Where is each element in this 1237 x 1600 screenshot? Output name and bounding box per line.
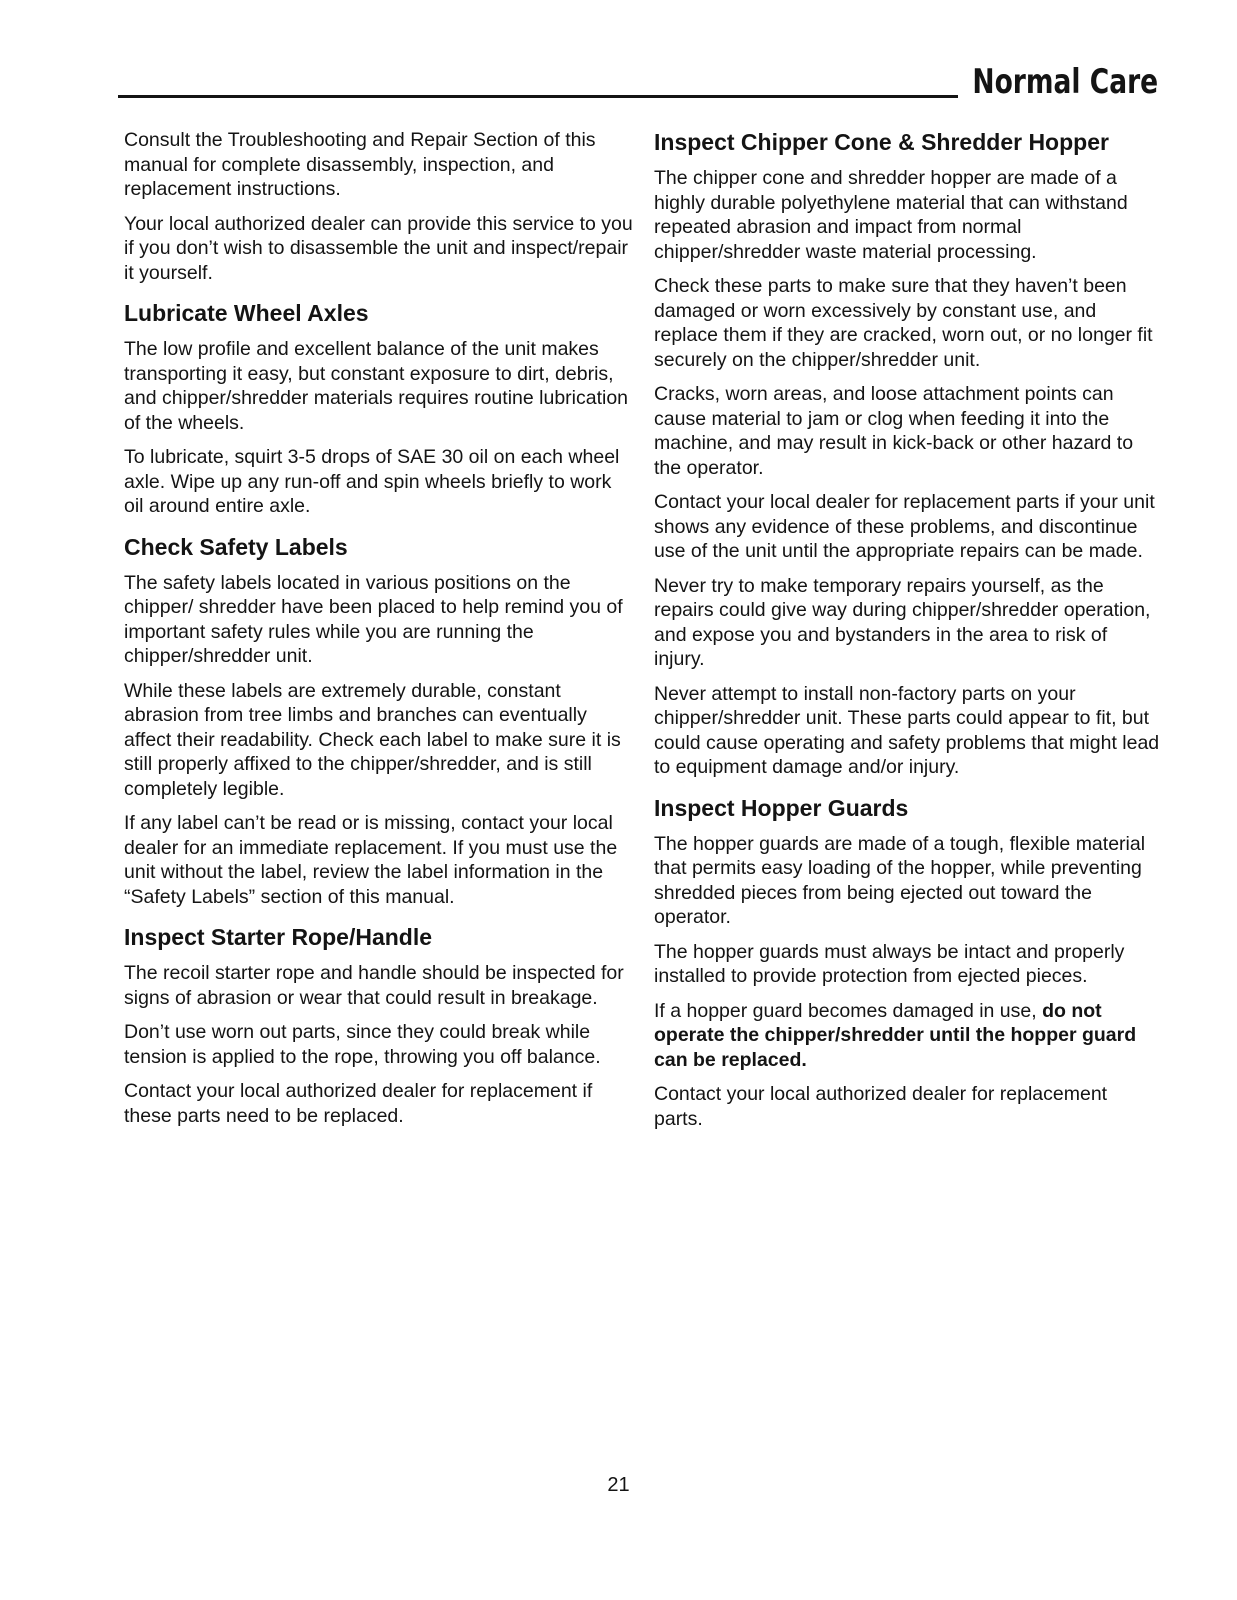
body-paragraph: While these labels are extremely durable, constant abrasion from tree limbs and branches can eventually affect their readability. Check each label to make sure it is still properly affixed to the chipper/shredder, and is still completely legible. bbox=[124, 679, 621, 800]
header-rule bbox=[118, 95, 958, 98]
body-paragraph: Don’t use worn out parts, since they could break while tension is applied to the rope, throwing you off balance. bbox=[124, 1021, 601, 1068]
intro-paragraph: Consult the Troubleshooting and Repair Section of this manual for complete disassembly, inspection, and replacement instructions. bbox=[124, 129, 596, 200]
warning-lead: If a hopper guard becomes damaged in use, bbox=[654, 999, 1043, 1022]
warning-bold: do not operate the chipper/shredder until the hopper guard can be replaced. bbox=[654, 999, 1137, 1071]
page-header bbox=[118, 62, 1158, 102]
body-paragraph: The chipper cone and shredder hopper are made of a highly durable polyethylene material that can withstand repeated abrasion and impact from normal chipper/shredder waste material processing. bbox=[654, 167, 1128, 263]
body-paragraph: The safety labels located in various positions on the chipper/ shredder have been placed to help remind you of important safety rules while you are running the chipper/shredder unit. bbox=[124, 571, 623, 667]
body-paragraph: Contact your local authorized dealer for replacement parts. bbox=[654, 1083, 1108, 1130]
body-paragraph: The low profile and excellent balance of the unit makes transporting it easy, but constant exposure to dirt, debris, and chipper/shredder materials requires routine lubrication of the wheels. bbox=[124, 338, 629, 434]
body-paragraph: To lubricate, squirt 3-5 drops of SAE 30 oil on each wheel axle. Wipe up any run-off and spin wheels briefly to work oil around entire axle. bbox=[124, 446, 620, 517]
body-paragraph: Check these parts to make sure that they haven’t been damaged or worn excessively by constant use, and replace them if they are cracked, worn out, or no longer fit securely on the chipper/shredder unit. bbox=[654, 275, 1153, 371]
intro-paragraph: Your local authorized dealer can provide this service to you if you don’t wish to disassemble the unit and inspect/repair it yourself. bbox=[124, 212, 633, 284]
body-paragraph: The hopper guards are made of a tough, flexible material that permits easy loading of the hopper, while preventing shredded pieces from being ejected out toward the operator. bbox=[654, 832, 1146, 928]
section-heading-starter-rope: Inspect Starter Rope/Handle bbox=[124, 924, 433, 950]
section-heading-chipper-cone: Inspect Chipper Cone & Shredder Hopper bbox=[654, 129, 1109, 155]
body-paragraph: If any label can’t be read or is missing, contact your local dealer for an immediate replacement. If you must use the unit without the label, review the label information in the “Safety Labels” section of this manual. bbox=[124, 812, 618, 908]
warning-paragraph bbox=[654, 999, 1160, 1073]
left-column bbox=[124, 128, 634, 1138]
body-paragraph: Cracks, worn areas, and loose attachment points can cause material to jam or clog when feeding it into the machine, and may result in kick-back or other hazard to the operator. bbox=[654, 383, 1134, 479]
section-heading-hopper-guards: Inspect Hopper Guards bbox=[654, 794, 909, 821]
body-paragraph: The hopper guards must always be intact and properly installed to provide protection from ejected pieces. bbox=[654, 940, 1125, 987]
body-paragraph: Never try to make temporary repairs yourself, as the repairs could give way during chipper/shredder operation, and expose you and bystanders in the area to risk of injury. bbox=[654, 574, 1151, 670]
right-column bbox=[654, 128, 1160, 1141]
body-paragraph: Never attempt to install non-factory parts on your chipper/shredder unit. These parts could appear to fit, but could cause operating and safety problems that might lead to equipment damage and/or injury. bbox=[654, 682, 1160, 778]
section-heading-lubricate: Lubricate Wheel Axles bbox=[124, 300, 369, 326]
body-paragraph: The recoil starter rope and handle should be inspected for signs of abrasion or wear that could result in breakage. bbox=[124, 962, 624, 1009]
page-title: Normal Care bbox=[972, 62, 1158, 102]
section-heading-safety-labels: Check Safety Labels bbox=[124, 533, 348, 560]
body-paragraph: Contact your local authorized dealer for replacement if these parts need to be replaced. bbox=[124, 1080, 593, 1127]
body-paragraph: Contact your local dealer for replacement parts if your unit shows any evidence of these problems, and discontinue use of the unit until the appropriate repairs can be made. bbox=[654, 491, 1155, 562]
page-number: 21 bbox=[607, 1474, 630, 1496]
